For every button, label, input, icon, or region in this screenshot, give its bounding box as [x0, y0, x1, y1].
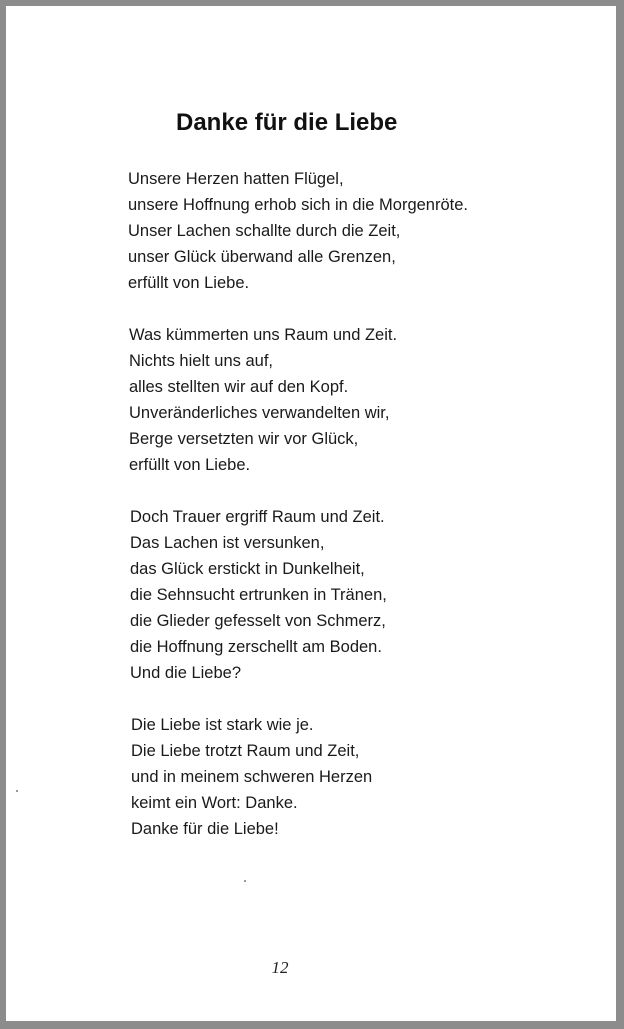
verse-line: Unveränderliches verwandelten wir, [129, 404, 390, 422]
verse-line: unsere Hoffnung erhob sich in die Morgenröte. [128, 196, 468, 214]
verse-line: die Glieder gefesselt von Schmerz, [130, 612, 386, 630]
verse-line: Danke für die Liebe! [131, 820, 279, 838]
verse-line: die Hoffnung zerschellt am Boden. [130, 638, 382, 656]
scan-speck [244, 880, 246, 882]
poem-title: Danke für die Liebe [176, 109, 398, 136]
verse-line: Nichts hielt uns auf, [129, 352, 273, 370]
verse-line: Das Lachen ist versunken, [130, 534, 325, 552]
verse-line: unser Glück überwand alle Grenzen, [128, 248, 396, 266]
verse-line: Die Liebe ist stark wie je. [131, 716, 314, 734]
verse-line: keimt ein Wort: Danke. [131, 794, 298, 812]
verse-line: erfüllt von Liebe. [129, 456, 251, 474]
verse-line: Was kümmerten uns Raum und Zeit. [129, 326, 398, 344]
verse-line: und in meinem schweren Herzen [131, 768, 373, 786]
verse-line: Und die Liebe? [130, 664, 242, 682]
scan-speck [16, 790, 18, 792]
page-number: 12 [271, 958, 289, 977]
stanza-4 [131, 712, 588, 842]
verse-line: alles stellten wir auf den Kopf. [129, 378, 349, 396]
verse-line: Doch Trauer ergriff Raum und Zeit. [130, 508, 385, 526]
poem-body [128, 166, 588, 868]
verse-line: Unsere Herzen hatten Flügel, [128, 170, 344, 188]
verse-line: das Glück erstickt in Dunkelheit, [130, 560, 365, 578]
stanza-2 [129, 322, 588, 478]
stanza-1 [128, 166, 588, 296]
verse-line: Die Liebe trotzt Raum und Zeit, [131, 742, 360, 760]
verse-line: erfüllt von Liebe. [128, 274, 250, 292]
verse-line: Unser Lachen schallte durch die Zeit, [128, 222, 401, 240]
verse-line: Berge versetzten wir vor Glück, [129, 430, 359, 448]
stanza-3 [130, 504, 588, 686]
verse-line: die Sehnsucht ertrunken in Tränen, [130, 586, 387, 604]
